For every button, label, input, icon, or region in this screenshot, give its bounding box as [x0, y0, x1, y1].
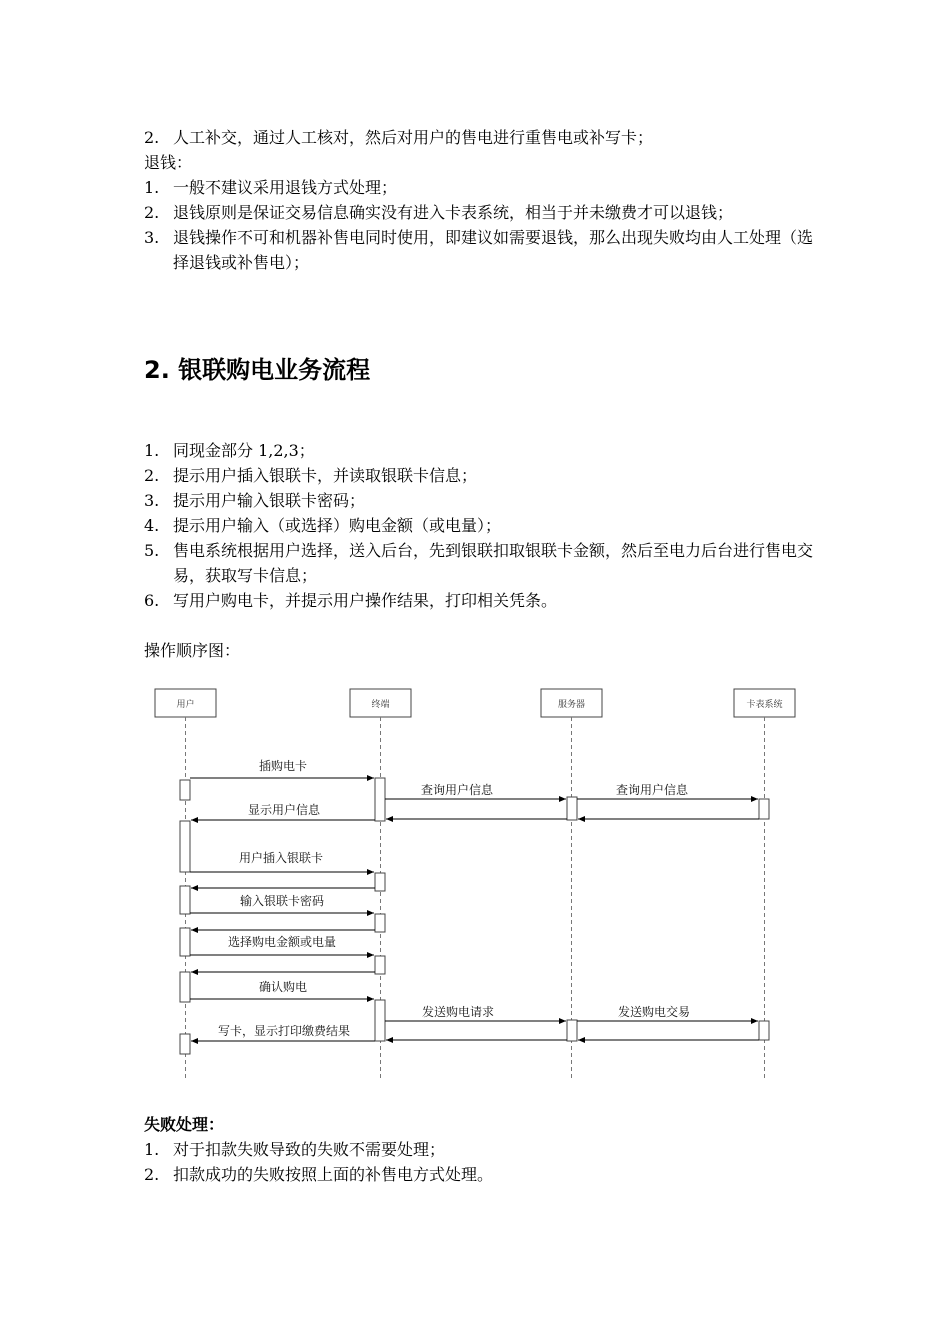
participant-meter-system	[734, 689, 795, 717]
activation-terminal	[375, 1000, 385, 1041]
svg-text:服务器: 服务器	[557, 700, 586, 710]
list-item: 3. 退钱操作不可和机器补售电同时使用，即建议如需要退钱，那么出现失败均由人工处理（选择退钱或补售电）；	[144, 228, 814, 272]
svg-text:卡表系统: 卡表系统	[746, 700, 783, 710]
list-item: 2. 退钱原则是保证交易信息确实没有进入卡表系统，相当于并未缴费才可以退钱；	[144, 203, 734, 222]
list-item: 6. 写用户购电卡，并提示用户操作结果，打印相关凭条。	[144, 591, 558, 610]
svg-text:用户: 用户	[176, 700, 195, 710]
section-heading: 2. 银联购电业务流程	[144, 356, 371, 384]
message-label: 显示用户信息	[247, 803, 321, 817]
list-item: 2. 扣款成功的失败按照上面的补售电方式处理。	[144, 1165, 494, 1184]
participant-server	[541, 689, 602, 717]
activation-terminal	[375, 873, 385, 891]
list-item: 1. 一般不建议采用退钱方式处理；	[144, 178, 398, 197]
list-item: 2. 提示用户插入银联卡，并读取银联卡信息；	[144, 466, 478, 485]
activation-user	[180, 886, 190, 914]
activation-server	[567, 797, 577, 820]
activation-terminal	[375, 956, 385, 974]
list-item: 2. 人工补交，通过人工核对，然后对用户的售电进行重售电或补写卡；	[144, 128, 654, 147]
message-label: 选择购电金额或电量	[227, 935, 337, 949]
activation-meter-system	[759, 1021, 769, 1040]
message-label: 写卡，显示打印缴费结果	[217, 1024, 351, 1038]
activation-user	[180, 928, 190, 956]
svg-text:终端: 终端	[371, 700, 390, 710]
activation-terminal	[375, 914, 385, 932]
message-label: 查询用户信息	[615, 783, 689, 797]
activation-user	[180, 780, 190, 800]
activation-user	[180, 1034, 190, 1054]
message-label: 用户插入银联卡	[238, 851, 324, 865]
activation-terminal	[375, 778, 385, 821]
message-label: 发送购电交易	[617, 1005, 691, 1019]
failure-list	[144, 1137, 824, 1187]
participant-user	[155, 689, 216, 717]
failure-title: 失败处理：	[144, 1115, 225, 1134]
activation-user	[180, 972, 190, 1002]
list-item: 5. 售电系统根据用户选择，送入后台，先到银联扣取银联卡金额，然后至电力后台进行售电交易，获取写卡信息；	[144, 541, 814, 585]
list-item: 1. 同现金部分 1,2,3；	[144, 441, 315, 460]
message-label: 输入银联卡密码	[239, 894, 325, 908]
participant-terminal	[350, 689, 411, 717]
message-label: 确认购电	[258, 980, 308, 994]
activation-server	[567, 1020, 577, 1041]
activation-meter-system	[759, 799, 769, 819]
message-label: 发送购电请求	[421, 1005, 495, 1019]
list-item: 1. 对于扣款失败导致的失败不需要处理；	[144, 1140, 446, 1159]
message-label: 插购电卡	[258, 759, 308, 773]
message-label: 查询用户信息	[420, 783, 494, 797]
list-item: 4. 提示用户输入（或选择）购电金额（或电量）；	[144, 516, 502, 535]
refund-label: 退钱：	[144, 153, 193, 172]
diagram-caption: 操作顺序图：	[144, 641, 241, 660]
list-item: 3. 提示用户输入银联卡密码；	[144, 491, 366, 510]
activation-user	[180, 821, 190, 872]
